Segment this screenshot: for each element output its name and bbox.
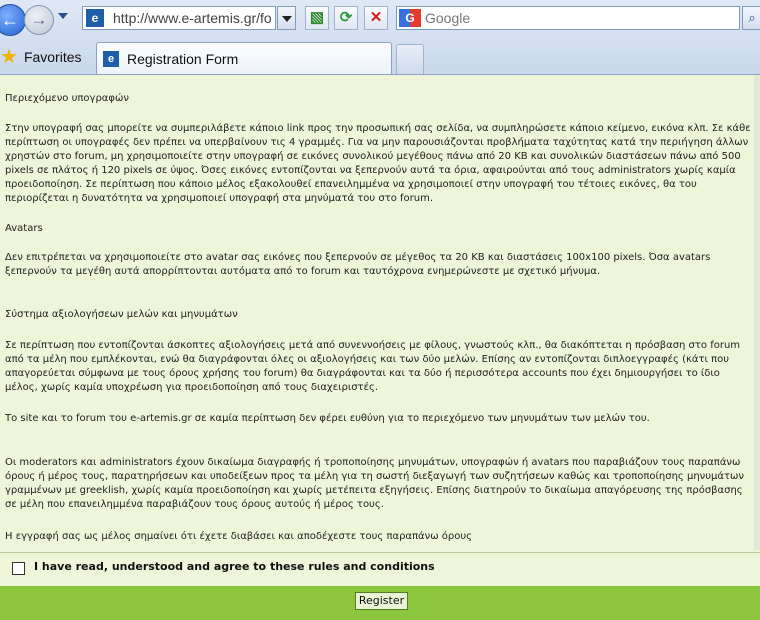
- rules-content: [0, 75, 754, 550]
- browser-chrome: [0, 0, 760, 75]
- signature-heading: Περιεχόμενο υπογραφών: [5, 93, 129, 104]
- site-favicon-icon: e: [86, 9, 104, 27]
- acceptance-paragraph: Η εγγραφή σας ως μέλος σημαίνει ότι έχετε διαβάσει και αποδέχεστε τους παραπάνω όρους: [5, 531, 473, 542]
- search-placeholder[interactable]: Google: [425, 10, 471, 26]
- tab-bar: [0, 40, 760, 74]
- search-button[interactable]: [742, 6, 760, 30]
- signature-paragraph: Στην υπογραφή σας μπορείτε να συμπεριλάβετε κάποιο link προς την προσωπική σας σελίδα, να συμπληρώσετε κάποιο κείμενο, εικόνα κλπ. Σε κάθε περίπτωση οι υπογραφές δεν πρέπει να υπερβαίνουν τις 4 γραμμές. Για να μην παρουσιάζονται προβλήματα ταχύτητας κατά την περιήγηση άλλων χρηστών στο forum, μη χρησιμοποιείτε στην υπογραφή σε εικόνες συνολικού μεγέθους πάνω από 20 KB και συνολικών διαστάσεων πάνω από 500 pixels σε πλάτος ή 120 pixels σε ύψος. Όσες εικόνες εντοπίζονται να ξεπερνούν αυτά τα όρια, αφαιρούνται από τους administrators χωρίς καμία προειδοποίηση. Σε περίπτωση που κάποιο μέλος εξακολουθεί επανειλημμένα να χρησιμοποιεί στην υπογραφή του τέτοιες εικόνες, θα του περιορίζεται η δυνατότητα να χρησιμοποιεί υπογραφή στα μηνύματά του στο forum.: [5, 123, 751, 204]
- agreement-row: [0, 552, 760, 585]
- vertical-scrollbar[interactable]: [754, 75, 760, 550]
- agree-checkbox[interactable]: [12, 562, 25, 575]
- address-bar[interactable]: [82, 6, 276, 30]
- navigation-bar: [0, 0, 760, 38]
- ratings-paragraph: Σε περίπτωση που εντοπίζονται άσκοπτες αξιολογήσεις μετά από συνεννοήσεις με φίλους, γνωστούς κλπ., θα διακόπτεται η πρόσβαση στο forum από τα μέλη που εμπλέκονται, ενώ θα διαγράφονται όλες οι αξιολογήσεις και των δύο μελών. Επίσης αν εντοπίζονται διπλοεγγραφές (κάτι που απαγορεύεται σύμφωνα με τους όρους χρήσης του forum) θα διαγράφονται και τα δύο ή περισσότερα accounts που έχει δημιουργήσει το ίδιο μέλος, χωρίς καμία υποχρέωση για προειδοποίηση από τους διαχειριστές.: [5, 340, 741, 393]
- forward-button[interactable]: [24, 5, 54, 35]
- refresh-button[interactable]: [334, 6, 358, 30]
- form-footer: [0, 586, 760, 620]
- avatars-paragraph: Δεν επιτρέπεται να χρησιμοποιείτε στο avatar σας εικόνες που ξεπερνούν σε μέγεθος τα 20 KB και διαστάσεις 100x100 pixels. Όσα avatars ξεπερνούν τα μεγέθη αυτά απορρίπτονται αυτόματα από το forum και ταυτόχρονα ενημερώνεστε με σχετικό μήνυμα.: [5, 252, 711, 277]
- agree-label[interactable]: I have read, understood and agree to these rules and conditions: [34, 560, 435, 573]
- address-url[interactable]: http://www.e-artemis.gr/fo: [113, 10, 272, 26]
- tab-title: Registration Form: [127, 51, 239, 67]
- new-tab-button[interactable]: [396, 44, 424, 74]
- star-icon: ★: [0, 46, 18, 68]
- compatibility-icon: ▧: [309, 9, 325, 26]
- forward-arrow-icon: →: [30, 10, 48, 29]
- stop-button[interactable]: [364, 6, 388, 30]
- register-button[interactable]: Register: [355, 592, 408, 610]
- avatars-heading: Avatars: [5, 223, 43, 234]
- magnifier-icon: ⌕: [748, 10, 756, 25]
- back-button[interactable]: [0, 4, 26, 36]
- favorites-button[interactable]: [0, 44, 82, 70]
- compatibility-view-button[interactable]: [305, 6, 329, 30]
- ratings-heading: Σύστημα αξιολογήσεων μελών και μηνυμάτων: [5, 309, 238, 320]
- refresh-icon: ⟳: [339, 9, 353, 26]
- recent-pages-dropdown-icon[interactable]: [58, 13, 68, 19]
- search-box[interactable]: [396, 6, 740, 30]
- back-arrow-icon: ←: [1, 9, 19, 30]
- google-search-provider-icon: G: [399, 9, 421, 27]
- stop-icon: ✕: [369, 9, 383, 26]
- moderators-paragraph: Οι moderators και administrators έχουν δικαίωμα διαγραφής ή τροποποίησης μηνυμάτων, υπογραφών ή avatars που παραβιάζουν τους παραπάνω όρους ή μέρος τους, παρατηρήσεων και υποδείξεων προς τα μέλη για τη σωστή διεξαγωγή των συζητήσεων καθώς και τροποποίησης μηνυμάτων γραμμένων με greeklish, χωρίς καμία προειδοποίηση και χωρίς μετέπειτα εξηγήσεις. Επίσης διατηρούν το δικαίωμα απαγόρευσης της πρόσβασης σε μέλη που επανειλημμένα παραβιάζουν τους όρους αυτούς ή μέρος τους.: [5, 457, 744, 510]
- liability-paragraph: Το site και το forum του e-artemis.gr σε καμία περίπτωση δεν φέρει ευθύνη για το περιεχόμενο των μηνυμάτων των μελών του.: [5, 413, 650, 424]
- favorites-label: Favorites: [23, 49, 82, 65]
- tab-favicon-icon: e: [103, 51, 119, 67]
- tab-registration-form[interactable]: [96, 42, 392, 74]
- address-dropdown-button[interactable]: [277, 6, 296, 30]
